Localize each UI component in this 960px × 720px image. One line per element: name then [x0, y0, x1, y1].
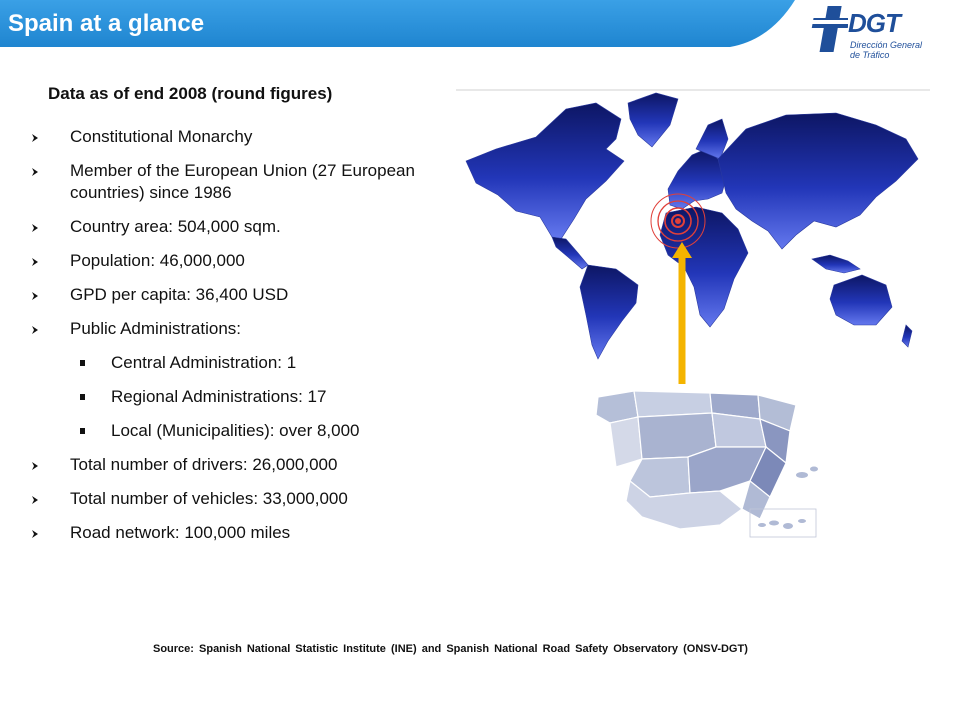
new-zealand-shape: [902, 325, 912, 347]
list-item: [30, 160, 440, 204]
sub-list-item: [30, 386, 440, 408]
list-item-text: Member of the European Union (27 European countries) since 1986: [70, 161, 415, 202]
list-item-text: Country area: 504,000 sqm.: [70, 217, 281, 236]
logo-line-2: de Tráfico: [850, 50, 890, 60]
list-item-text: Total number of vehicles: 33,000,000: [70, 489, 348, 508]
central-america-shape: [552, 237, 588, 269]
list-item: [30, 250, 440, 272]
southeast-asia-shape: [812, 255, 860, 273]
balearic-islands: [796, 467, 818, 479]
world-map: [456, 89, 930, 361]
logo-subtitle: [850, 40, 922, 60]
australia-shape: [830, 275, 892, 325]
square-bullet-icon: [80, 428, 85, 434]
chevron-arrow-icon: [30, 223, 40, 233]
list-item-text: Total number of drivers: 26,000,000: [70, 455, 338, 474]
sub-list-item: [30, 420, 440, 442]
asia-shape: [718, 113, 918, 249]
chevron-arrow-icon: [30, 257, 40, 267]
north-america-shape: [466, 103, 624, 239]
pointer-arrow: [672, 242, 692, 384]
greenland-shape: [628, 93, 678, 147]
list-item-text: Road network: 100,000 miles: [70, 523, 291, 542]
spain-location-marker: [675, 218, 681, 224]
chevron-arrow-icon: [30, 495, 40, 505]
source-note: Source: Spanish National Statistic Institute (INE) and Spanish National Road Safety Observatory (ONSV-DGT): [153, 643, 748, 655]
fact-list: [30, 126, 440, 556]
list-item-text: Regional Administrations: 17: [111, 387, 327, 406]
logo-line-1: Dirección General: [850, 40, 923, 50]
chevron-arrow-icon: [30, 167, 40, 177]
list-item: [30, 454, 440, 476]
chevron-arrow-icon: [30, 291, 40, 301]
dgt-logo: [808, 4, 958, 66]
data-date-subtitle: Data as of end 2008 (round figures): [48, 84, 333, 103]
list-item-text: GPD per capita: 36,400 USD: [70, 285, 289, 304]
chevron-arrow-icon: [30, 529, 40, 539]
square-bullet-icon: [80, 360, 85, 366]
sub-list-item: [30, 352, 440, 374]
list-item: [30, 284, 440, 306]
list-item: [30, 126, 440, 148]
dgt-cross-icon: [808, 4, 848, 54]
logo-wordmark: DGT: [848, 8, 900, 38]
square-bullet-icon: [80, 394, 85, 400]
list-item-text: Central Administration: 1: [111, 353, 297, 372]
list-item-text: Population: 46,000,000: [70, 251, 245, 270]
list-item-text: Constitutional Monarchy: [70, 127, 253, 146]
list-item-text: Local (Municipalities): over 8,000: [111, 421, 360, 440]
page-title: Spain at a glance: [8, 10, 205, 37]
list-item-text: Public Administrations:: [70, 319, 242, 338]
list-item: [30, 522, 440, 544]
spain-regions-map: [590, 383, 822, 541]
list-item: [30, 488, 440, 510]
south-america-shape: [580, 265, 638, 359]
chevron-arrow-icon: [30, 461, 40, 471]
list-item: [30, 318, 440, 340]
chevron-arrow-icon: [30, 133, 40, 143]
chevron-arrow-icon: [30, 325, 40, 335]
canary-islands: [758, 519, 806, 529]
list-item: [30, 216, 440, 238]
